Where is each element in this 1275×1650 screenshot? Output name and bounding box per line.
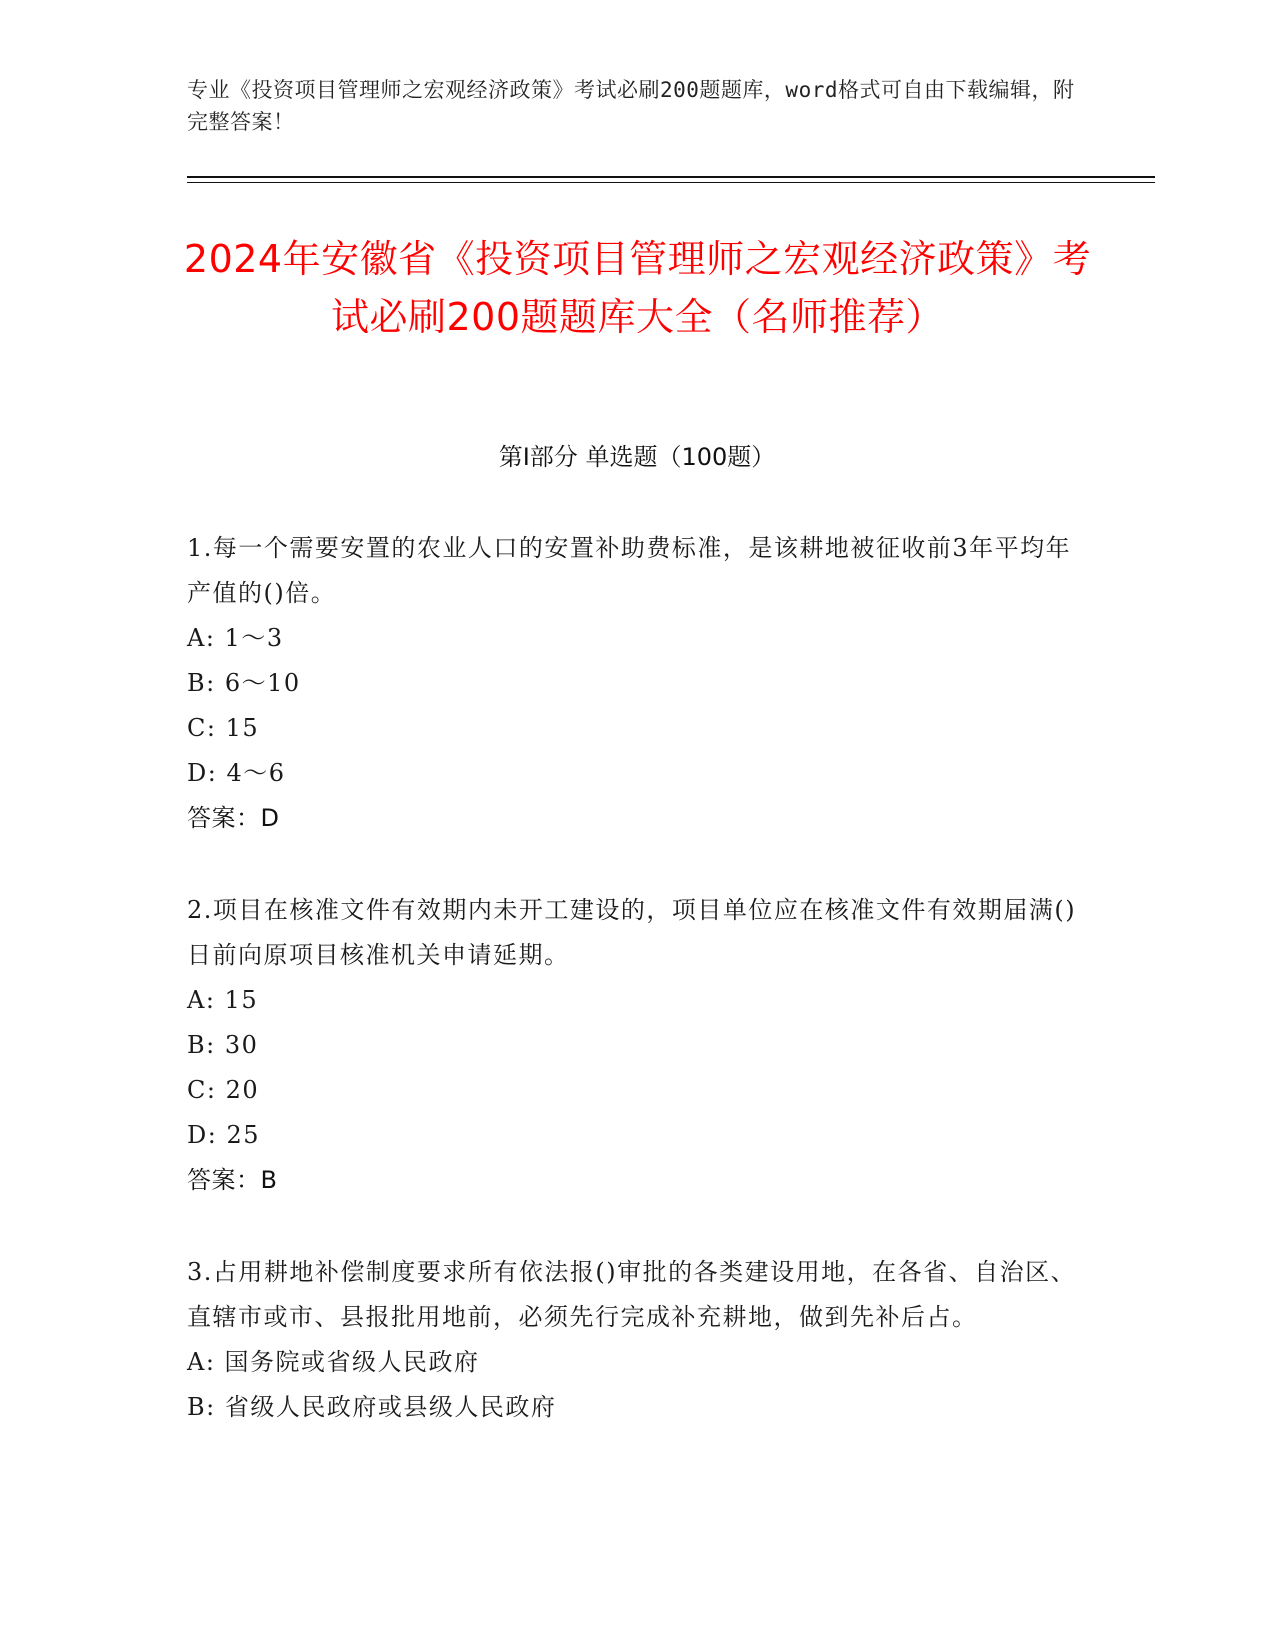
option-b: B: 30	[187, 1031, 259, 1059]
question-item	[187, 1250, 1087, 1430]
header-divider-thin	[187, 182, 1155, 183]
option-c: C: 15	[187, 714, 260, 742]
question-stem: 1.每一个需要安置的农业人口的安置补助费标准，是该耕地被征收前3年平均年产值的()倍。	[187, 534, 1072, 607]
answer-line: 答案：D	[187, 804, 280, 832]
question-stem: 3.占用耕地补偿制度要求所有依法报()审批的各类建设用地，在各省、自治区、直辖市或市、县报批用地前，必须先行完成补充耕地，做到先补后占。	[187, 1258, 1077, 1331]
option-a: A: 国务院或省级人民政府	[187, 1348, 480, 1376]
section-heading: 第I部分 单选题（100题）	[498, 443, 776, 471]
option-d: D: 4～6	[187, 759, 286, 787]
answer-line: 答案：B	[187, 1166, 278, 1194]
option-c: C: 20	[187, 1076, 260, 1104]
option-b: B: 6～10	[187, 669, 301, 697]
option-a: A: 1～3	[187, 624, 284, 652]
option-d: D: 25	[187, 1121, 260, 1149]
header-divider	[187, 176, 1155, 178]
option-b: B: 省级人民政府或县级人民政府	[187, 1393, 557, 1421]
question-item	[187, 526, 1087, 841]
question-stem: 2.项目在核准文件有效期内未开工建设的，项目单位应在核准文件有效期届满()日前向原项目核准机关申请延期。	[187, 896, 1077, 969]
question-item	[187, 888, 1087, 1203]
header-note: 专业《投资项目管理师之宏观经济政策》考试必刷200题题库，word格式可自由下载编辑，附完整答案！	[187, 78, 1075, 134]
document-title: 2024年安徽省《投资项目管理师之宏观经济政策》考试必刷200题题库大全（名师推荐）	[183, 237, 1092, 339]
option-a: A: 15	[187, 986, 259, 1014]
